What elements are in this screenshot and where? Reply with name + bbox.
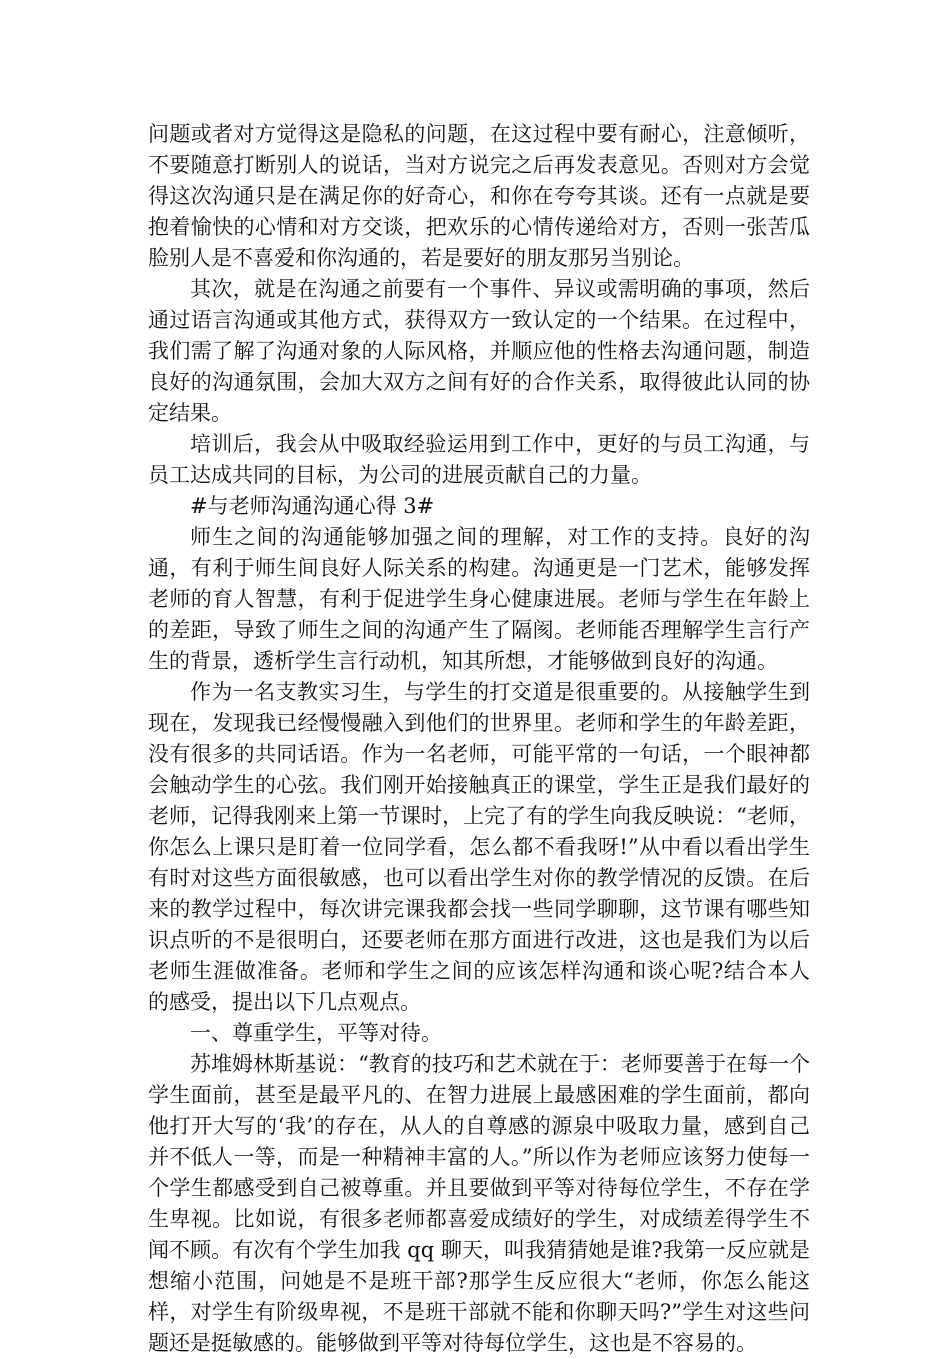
paragraph: 师生之间的沟通能够加强之间的理解，对工作的支持。良好的沟通，有利于师生间良好人际关系的构建。沟通更是一门艺术，能够发挥老师的育人智慧，有利于促进学生身心健康进展。老师与学生在年龄上的差距，导致了师生之间的沟通产生了隔阂。老师能否理解学生言行产生的背景，透析学生言行动机，知其所想，才能够做到良好的沟通。 bbox=[148, 525, 810, 673]
section-heading: #与老师沟通沟通心得 3# bbox=[190, 494, 435, 518]
document-body bbox=[148, 119, 810, 1359]
paragraph: 培训后，我会从中吸取经验运用到工作中，更好的与员工沟通，与员工达成共同的目标，为公司的进展贡献自己的力量。 bbox=[148, 432, 810, 487]
paragraph-continuation: 问题或者对方觉得这是隐私的问题，在这过程中要有耐心，注意倾听，不要随意打断别人的说话，当对方说完之后再发表意见。否则对方会觉得这次沟通只是在满足你的好奇心，和你在夸夸其谈。还有一点就是要抱着愉快的心情和对方交谈，把欢乐的心情传递给对方，否则一张苦瓜脸别人是不喜爱和你沟通的，若是要好的朋友那另当别论。 bbox=[148, 122, 810, 270]
paragraph: 作为一名支教实习生，与学生的打交道是很重要的。从接触学生到现在，发现我已经慢慢融入到他们的世界里。老师和学生的年龄差距，没有很多的共同话语。作为一名老师，可能平常的一句话，一个眼神都会触动学生的心弦。我们刚开始接触真正的课堂，学生正是我们最好的老师，记得我刚来上第一节课时，上完了有的学生向我反映说：“老师，你怎么上课只是盯着一位同学看，怎么都不看我呀!”从中看以看出学生有时对这些方面很敏感，也可以看出学生对你的教学情况的反馈。在后来的教学过程中，每次讲完课我都会找一些同学聊聊，这节课有哪些知识点听的不是很明白，还要老师在那方面进行改进，这也是我们为以后老师生涯做准备。老师和学生之间的应该怎样沟通和谈心呢?结合本人的感受，提出以下几点观点。 bbox=[148, 680, 810, 1014]
paragraph: 其次，就是在沟通之前要有一个事件、异议或需明确的事项，然后通过语言沟通或其他方式，获得双方一致认定的一个结果。在过程中，我们需了解了沟通对象的人际风格，并顺应他的性格去沟通问题，制造良好的沟通氛围，会加大双方之间有好的合作关系，取得彼此认同的协定结果。 bbox=[148, 277, 810, 425]
paragraph: 苏堆姆林斯基说：“教育的技巧和艺术就在于：老师要善于在每一个学生面前，甚至是最平凡的、在智力进展上最感困难的学生面前，都向他打开大写的‘我’的存在，从人的自尊感的源泉中吸取力量，感到自己并不低人一等，而是一种精神丰富的人。”所以作为老师应该努力使每一个学生都感受到自己被尊重。并且要做到平等对待每位学生，不存在学生卑视。比如说，有很多老师都喜爱成绩好的学生，对成绩差得学生不闻不顾。有次有个学生加我 qq 聊天，叫我猜猜她是谁?我第一反应就是想缩小范围，问她是不是班干部?那学生反应很大“老师，你怎么能这样，对学生有阶级卑视，不是班干部就不能和你聊天吗?”学生对这些问题还是挺敏感的。能够做到平等对待每位学生，这也是不容易的。 bbox=[148, 1052, 810, 1355]
subheading: 一、尊重学生，平等对待。 bbox=[190, 1021, 442, 1045]
